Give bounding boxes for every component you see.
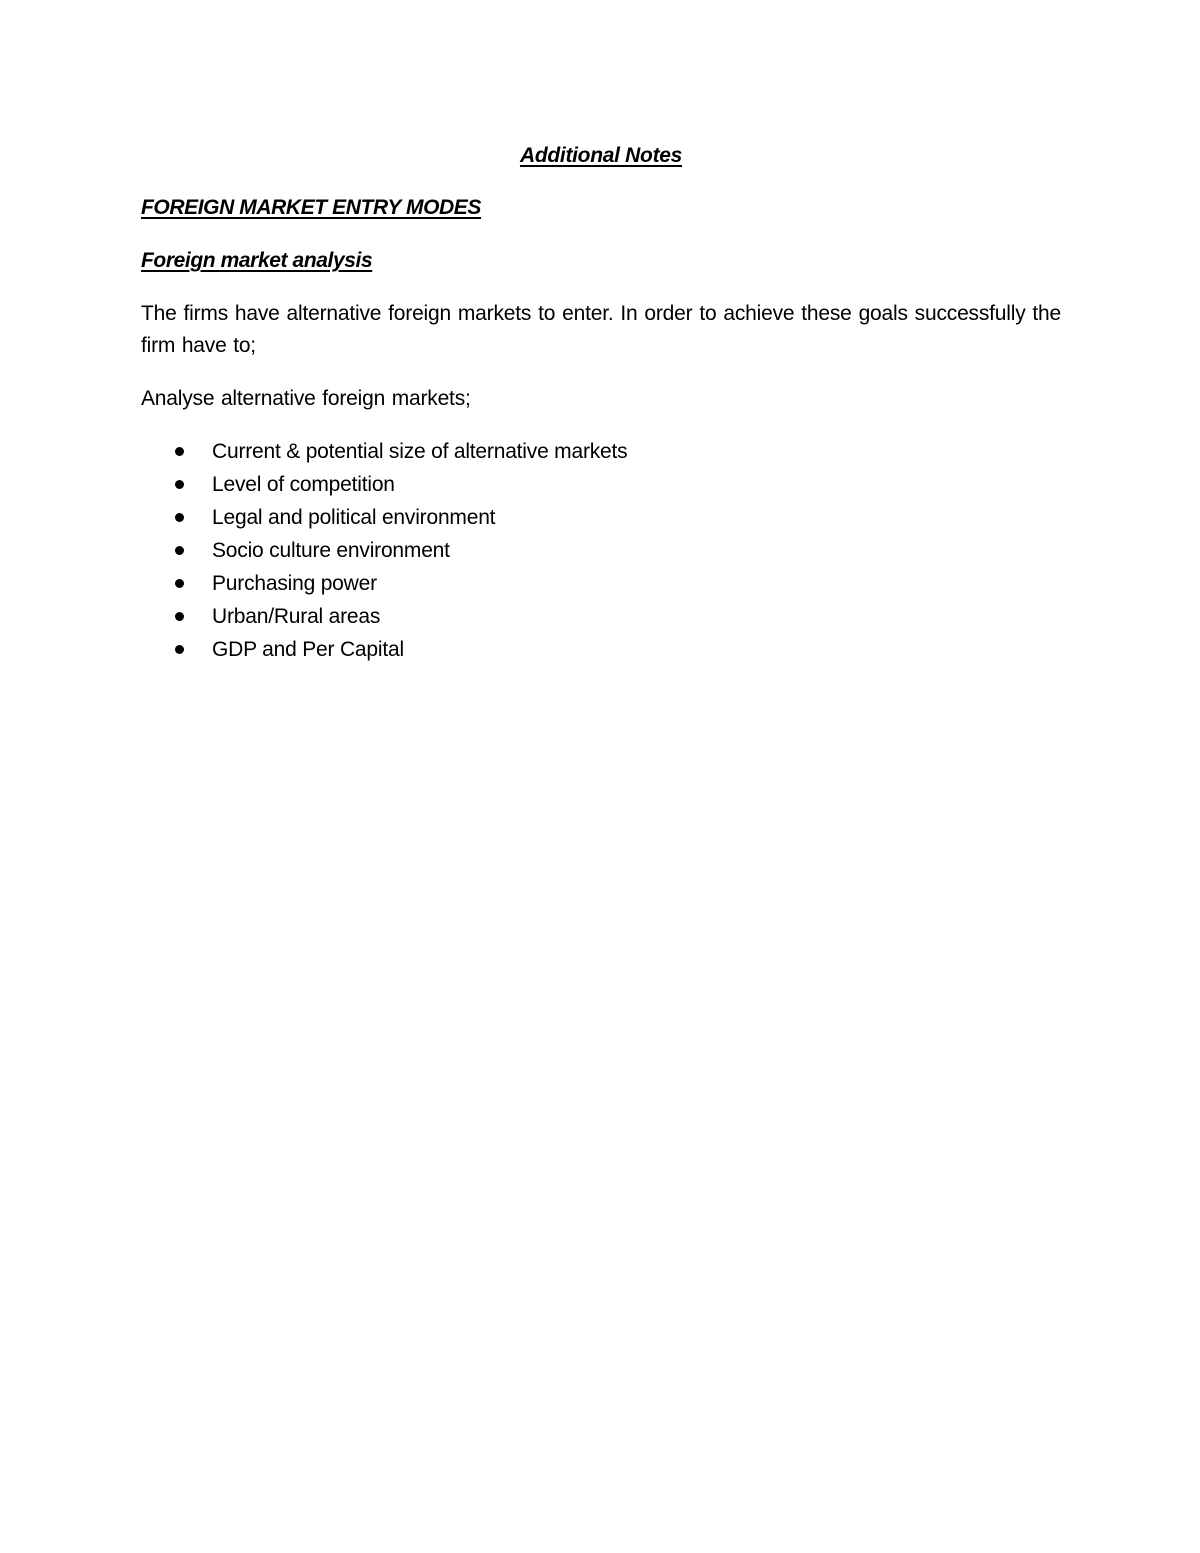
document-body <box>141 140 1061 667</box>
intro-paragraph: The firms have alternative foreign markets to enter. In order to achieve these goals successfully the firm have to; <box>141 302 1061 357</box>
list-item-text: Socio culture environment <box>212 539 450 562</box>
list-item <box>141 469 1061 502</box>
bullet-icon <box>175 480 184 489</box>
list-item <box>141 535 1061 568</box>
list-item <box>141 436 1061 469</box>
subsection-heading: Foreign market analysis <box>141 249 373 272</box>
bullet-icon <box>175 546 184 555</box>
bullet-icon <box>175 513 184 522</box>
bullet-icon <box>175 612 184 621</box>
list-item-text: Current & potential size of alternative markets <box>212 440 628 463</box>
list-intro: Analyse alternative foreign markets; <box>141 387 471 410</box>
document-title: Additional Notes <box>519 144 683 167</box>
bullet-icon <box>175 447 184 456</box>
list-item <box>141 502 1061 535</box>
bullet-list <box>141 436 1061 667</box>
list-item-text: Purchasing power <box>212 572 377 595</box>
list-item-text: Level of competition <box>212 473 395 496</box>
bullet-icon <box>175 645 184 654</box>
list-item <box>141 568 1061 601</box>
bullet-icon <box>175 579 184 588</box>
list-item <box>141 601 1061 634</box>
section-heading: FOREIGN MARKET ENTRY MODES <box>141 196 482 219</box>
list-item-text: Urban/Rural areas <box>212 605 381 628</box>
list-item-text: Legal and political environment <box>212 506 496 529</box>
list-item-text: GDP and Per Capital <box>212 638 404 661</box>
list-item <box>141 634 1061 667</box>
